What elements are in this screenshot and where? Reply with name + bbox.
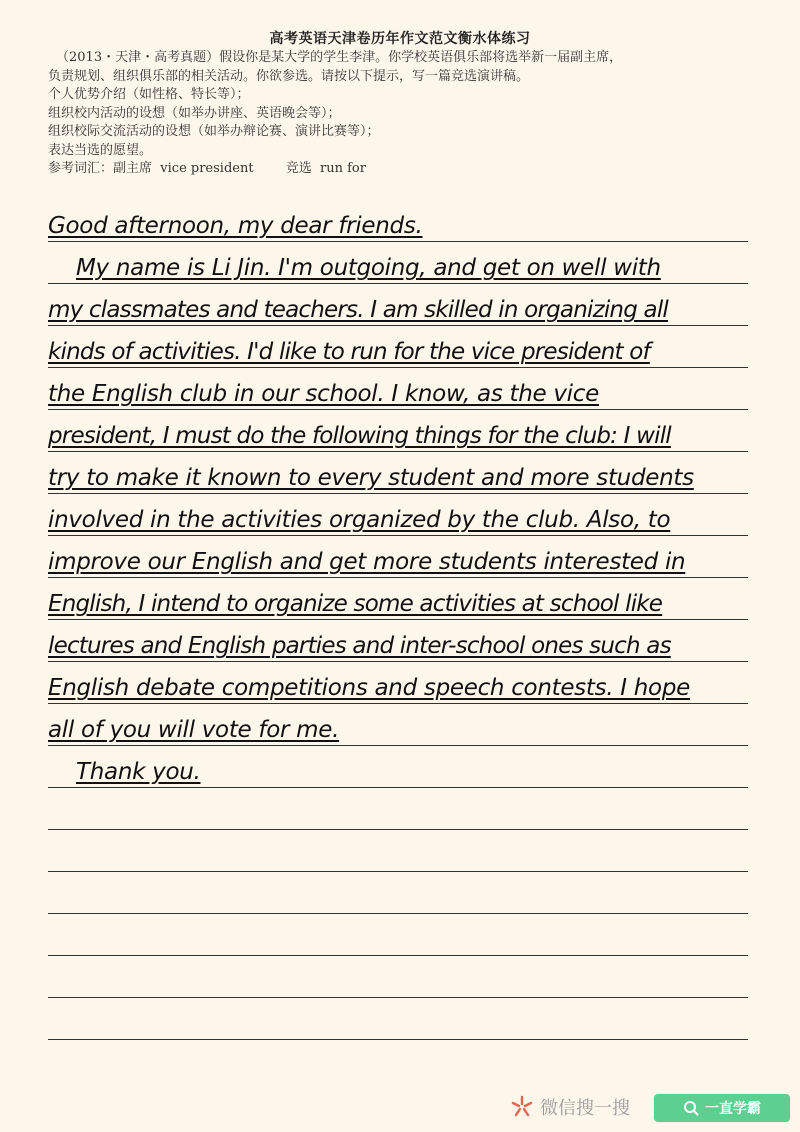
essay-line: all of you will vote for me. [48, 717, 340, 743]
ruled-line [48, 662, 748, 704]
brand-name: 一直学霸 [705, 1101, 761, 1117]
ruled-line [48, 578, 748, 620]
ruled-line [48, 956, 748, 998]
essay-line: my classmates and teachers. I am skilled in organizing all [48, 297, 668, 323]
essay-line: kinds of activities. I'd like to run for the vice president of [48, 339, 650, 365]
ruled-line [48, 452, 748, 494]
essay-writing-area [48, 200, 748, 1040]
vocab-label: 参考词汇：副主席 [48, 161, 153, 176]
prompt-line: 组织校内活动的设想（如举办讲座、英语晚会等）； [48, 105, 341, 121]
essay-line: lectures and English parties and inter-school ones such as [48, 633, 671, 659]
essay-line: improve our English and get more students interested in [48, 549, 686, 575]
vocab-term: run for [319, 161, 366, 176]
essay-line: Thank you. [76, 759, 201, 785]
essay-line: president, I must do the following things for the club: I will [48, 423, 671, 449]
essay-line: My name is Li Jin. I'm outgoing, and get on well with [76, 255, 661, 281]
essay-line: English, I intend to organize some activities at school like [48, 591, 663, 617]
ruled-line [48, 830, 748, 872]
ruled-line [48, 284, 748, 326]
ruled-line [48, 326, 748, 368]
vocab-label: 竞选 [285, 161, 312, 176]
essay-line: the English club in our school. I know, as the vice [48, 381, 599, 407]
essay-line: involved in the activities organized by the club. Also, to [48, 507, 671, 533]
vocabulary-hint [48, 160, 758, 179]
ruled-line [48, 998, 748, 1040]
watermark-text: 微信搜一搜 [540, 1098, 630, 1119]
exam-prompt [48, 49, 758, 179]
essay-line: English debate competitions and speech contests. I hope [48, 675, 690, 701]
brand-search-badge[interactable] [654, 1094, 790, 1122]
ruled-line [48, 914, 748, 956]
essay-line: try to make it known to every student and more students [48, 465, 694, 491]
prompt-line: （2013・天津・高考真题）假设你是某大学的学生李津。你学校英语俱乐部将选举新一届副主席， [56, 50, 623, 65]
ruled-line [48, 242, 748, 284]
ruled-line [48, 368, 748, 410]
ruled-line [48, 200, 748, 242]
page-title: 高考英语天津卷历年作文范文衡水体练习 [269, 31, 531, 47]
ruled-line [48, 788, 748, 830]
ruled-line [48, 410, 748, 452]
prompt-line: 组织校际交流活动的设想（如举办辩论赛、演讲比赛等）； [48, 124, 380, 139]
ruled-line [48, 620, 748, 662]
vocab-term: vice president [160, 161, 254, 176]
prompt-line: 表达当选的愿望。 [48, 142, 153, 158]
ruled-line [48, 704, 748, 746]
wechat-search-watermark [510, 1094, 630, 1120]
search-icon [683, 1100, 699, 1116]
ruled-line [48, 536, 748, 578]
prompt-line: 负责规划、组织俱乐部的相关活动。你欲参选。请按以下提示，写一篇竞选演讲稿。 [48, 68, 530, 84]
ruled-line [48, 494, 748, 536]
ruled-line [48, 872, 748, 914]
essay-line: Good afternoon, my dear friends. [48, 213, 423, 239]
ruled-line [48, 746, 748, 788]
wechat-search-icon [510, 1095, 534, 1119]
prompt-line: 个人优势介绍（如性格、特长等）； [48, 87, 250, 102]
